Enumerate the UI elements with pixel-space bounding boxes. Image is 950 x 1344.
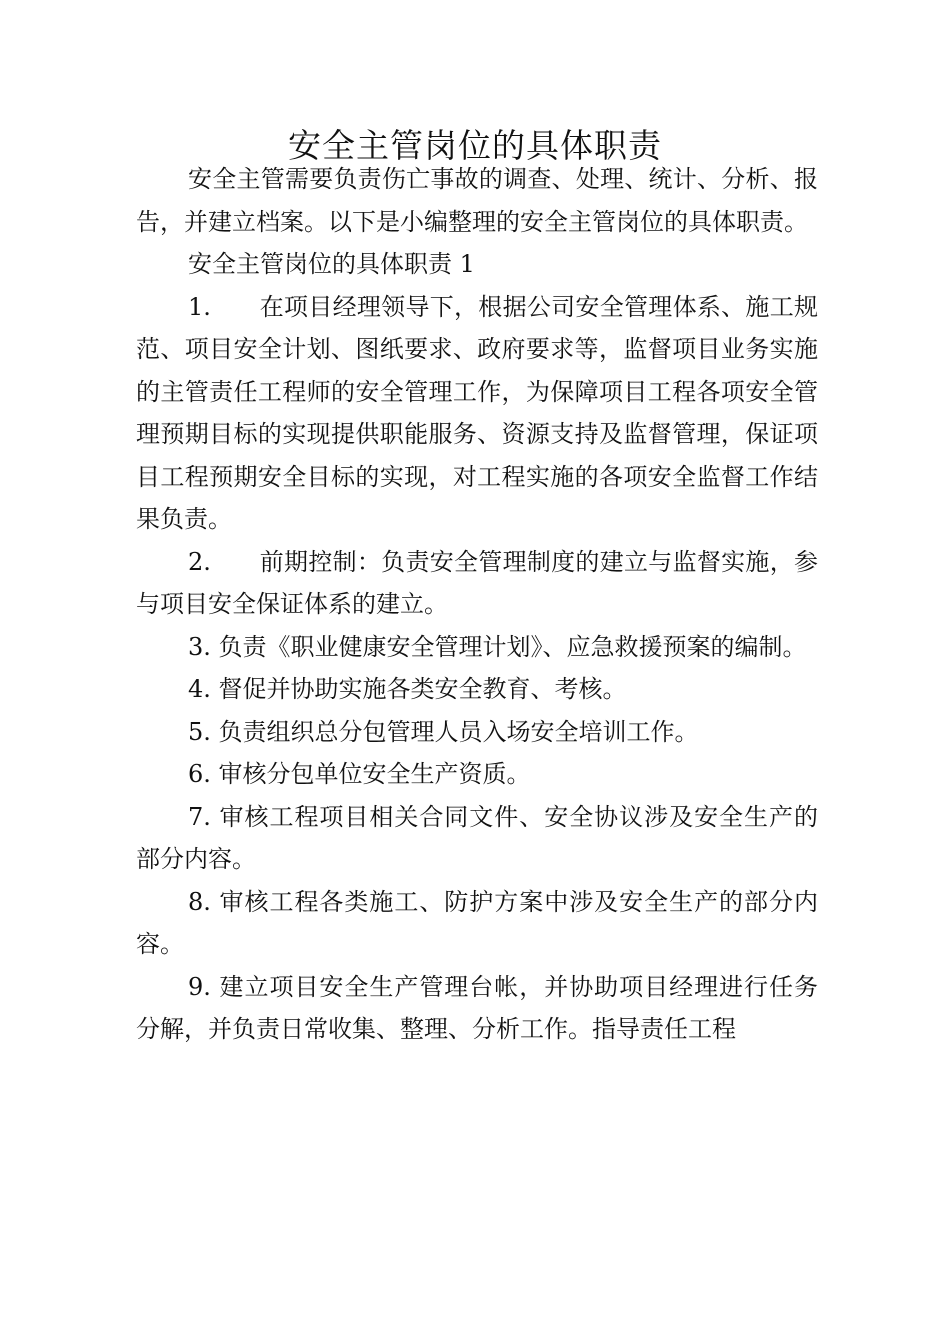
duty-item-5: 5. 负责组织总分包管理人员入场安全培训工作。 [188, 717, 699, 746]
duty-item-7: 7. 审核工程项目相关合同文件、安全协议涉及安全生产的部分内容。 [136, 802, 818, 873]
duty-item-6: 6. 审核分包单位安全生产资质。 [188, 760, 531, 788]
document-title: 安全主管岗位的具体职责 [288, 126, 662, 166]
intro-paragraph: 安全主管需要负责伤亡事故的调查、处理、统计、分析、报告，并建立档案。以下是小编整理的安全主管岗位的具体职责。 [136, 165, 818, 236]
duty-item-1: 1. 在项目经理领导下，根据公司安全管理体系、施工规范、项目安全计划、图纸要求、政府要求等，监督项目业务实施的主管责任工程师的安全管理工作，为保障项目工程各项安全管理预期目标的实现提供职能服务、资源支持及监督管理，保证项目工程预期安全目标的实现，对工程实施的各项安全监督工作结果负责。 [136, 292, 818, 533]
duty-item-3: 3. 负责《职业健康安全管理计划》、应急救援预案的编制。 [188, 632, 807, 661]
document-body [136, 158, 818, 1051]
duty-item-8: 8. 审核工程各类施工、防护方案中涉及安全生产的部分内容。 [136, 887, 818, 958]
duty-item-2: 2. 前期控制：负责安全管理制度的建立与监督实施，参与项目安全保证体系的建立。 [136, 547, 818, 618]
duty-item-9: 9. 建立项目安全生产管理台帐，并协助项目经理进行任务分解，并负责日常收集、整理、分析工作。指导责任工程 [136, 972, 818, 1043]
duty-item-4: 4. 督促并协助实施各类安全教育、考核。 [188, 675, 627, 703]
section-heading: 安全主管岗位的具体职责 1 [188, 250, 475, 278]
